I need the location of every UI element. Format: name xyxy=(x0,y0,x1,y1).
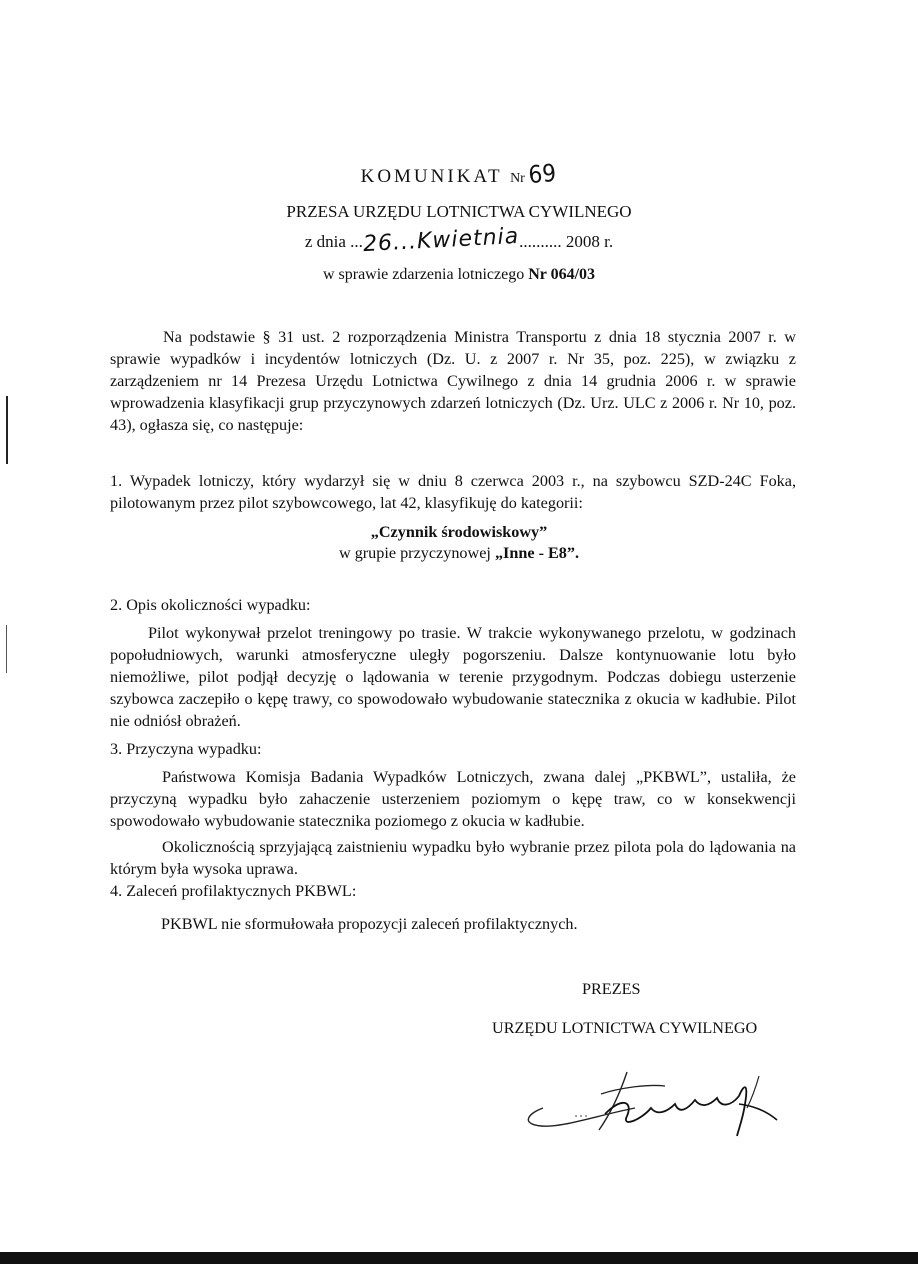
item3-paragraph-1: Państwowa Komisja Badania Wypadków Lotniczych, zwana dalej „PKBWL”, ustaliła, że przyczyną wypadku było zahaczenie usterzeniem poziomym o kępę traw, co w konsekwencji spowodowało wybudowanie statecznika poziomego z okucia w kadłubie. xyxy=(110,768,796,830)
item3-paragraph-2: Okolicznością sprzyjającą zaistnieniu wypadku było wybranie przez pilota pola do lądowania na którym była wysoka uprawa. xyxy=(110,838,796,878)
item2-heading: 2. Opis okoliczności wypadku: xyxy=(110,596,311,614)
date-prefix: z dnia ... xyxy=(304,232,363,251)
item4-heading: 4. Zaleceń profilaktycznych PKBWL: xyxy=(110,882,357,900)
group-name: „Inne - E8”. xyxy=(494,544,580,562)
scan-artifact-left-lower xyxy=(6,625,7,673)
signatory-title: PREZES xyxy=(582,980,641,998)
handwritten-signature-icon xyxy=(515,1050,795,1140)
subject-line xyxy=(0,266,918,284)
item1-paragraph: 1. Wypadek lotniczy, który wydarzył się w dniu 8 czerwca 2003 r., na szybowcu SZD-24C Foka, pilotowanym przez pilot szybowcowego, lat 42, klasyfikuję do kategorii: xyxy=(110,472,796,512)
title-text: KOMUNIKAT xyxy=(360,166,503,187)
intro-paragraph: Na podstawie § 31 ust. 2 rozporządzenia Ministra Transportu z dnia 18 stycznia 2007 r. w sprawie wypadków i incydentów lotniczych (Dz. U. z 2007 r. Nr 35, poz. 225), w związku z zarządzeniem nr 14 Prezesa Urzędu Lotnictwa Cywilnego z dnia 14 grudnia 2006 r. w sprawie wprowadzenia klasyfikacji grup przyczynowych zdarzeń lotniczych (Dz. Urz. ULC z 2006 r. Nr 10, poz. 43), ogłasza się, co następuje: xyxy=(110,328,796,434)
category-group xyxy=(0,544,918,563)
item2-paragraph: Pilot wykonywał przelot treningowy po trasie. W trakcie wykonywanego przelotu, w godzinach popołudniowych, warunki atmosferyczne uległy pogorszeniu. Dalsze kontynuowanie lotu było niemożliwe, pilot podjął decyzję o lądowania w terenie przygodnym. Podczas dobiegu usterzenie szybowca zaczepiło o kępę trawy, co spowodowało wybudowanie statecznika z okucia w kadłubie. Pilot nie odniósł obrażeń. xyxy=(110,624,796,730)
scan-bottom-edge xyxy=(0,1252,918,1264)
date-suffix: .......... 2008 r. xyxy=(519,232,614,251)
handwritten-date: 26...Kwietnia xyxy=(362,223,520,258)
document-title xyxy=(0,160,918,188)
item4-paragraph: PKBWL nie sformułowała propozycji zaleceń profilaktycznych. xyxy=(161,915,578,933)
issuer-line: PRZESA URZĘDU LOTNICTWA CYWILNEGO xyxy=(286,202,632,221)
number-label: Nr xyxy=(510,171,525,186)
subject-number: Nr 064/03 xyxy=(528,266,596,283)
scan-artifact-left xyxy=(6,396,8,464)
subject-prefix: w sprawie zdarzenia lotniczego xyxy=(322,266,525,283)
item3-heading: 3. Przyczyna wypadku: xyxy=(110,740,262,758)
category-name: „Czynnik środowiskowy” xyxy=(370,523,548,541)
handwritten-number: 69 xyxy=(527,158,558,190)
group-prefix: w grupie przyczynowej xyxy=(338,544,491,562)
date-line xyxy=(0,223,918,258)
signatory-office: URZĘDU LOTNICTWA CYWILNEGO xyxy=(492,1019,758,1037)
